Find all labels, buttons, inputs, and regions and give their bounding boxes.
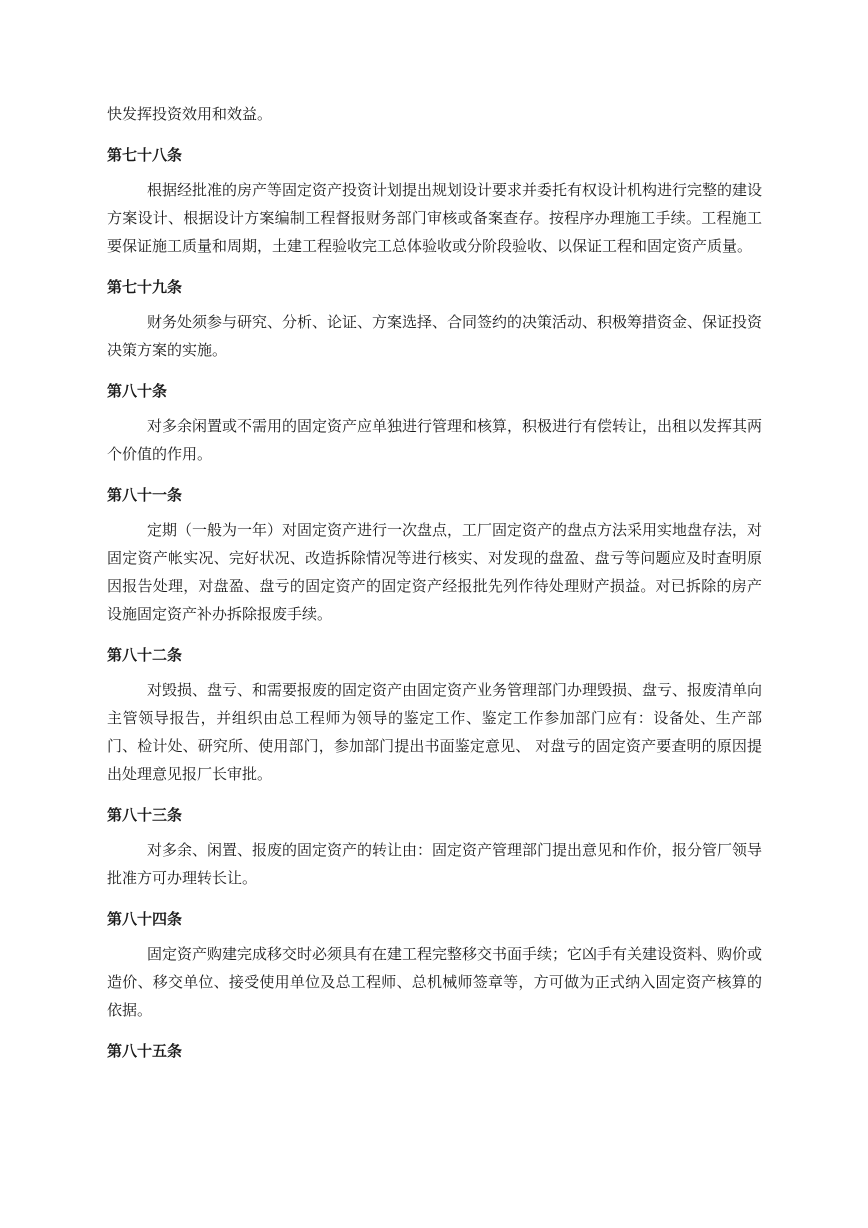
article-84 [107,908,762,1024]
article-body: 对毁损、盘亏、和需要报废的固定资产由固定资产业务管理部门办理毁损、盘亏、报废清单向主管领导报告，并组织由总工程师为领导的鉴定工作、鉴定工作参加部门应有：设备处、生产部门、检计处、研究所、使用部门，参加部门提出书面鉴定意见、 对盘亏的固定资产要查明的原因提出处理意见报厂长审批。 [107,681,763,783]
article-body: 对多余闲置或不需用的固定资产应单独进行管理和核算，积极进行有偿转让，出租以发挥其两个价值的作用。 [107,417,763,463]
article-81 [107,484,762,628]
article-body: 根据经批准的房产等固定资产投资计划提出规划设计要求并委托有权设计机构进行完整的建设方案设计、根据设计方案编制工程督报财务部门审核或备案查存。按程序办理施工手续。工程施工要保证施工质量和周期，土建工程验收完工总体验收或分阶段验收、以保证工程和固定资产质量。 [107,181,763,255]
article-heading: 第七十八条 [107,146,183,164]
article-heading: 第八十四条 [107,910,183,928]
article-heading: 第八十一条 [107,486,183,504]
article-82 [107,644,762,788]
article-heading: 第七十九条 [107,278,183,296]
article-heading: 第八十三条 [107,806,183,824]
article-body: 对多余、闲置、报废的固定资产的转让由：固定资产管理部门提出意见和作价，报分管厂领导批准方可办理转长让。 [107,841,763,887]
article-80 [107,380,762,468]
article-heading: 第八十二条 [107,646,183,664]
article-heading: 第八十五条 [107,1042,183,1060]
article-78 [107,144,762,260]
article-body: 财务处须参与研究、分析、论证、方案选择、合同签约的决策活动、积极筹措资金、保证投资决策方案的实施。 [107,313,763,359]
article-body: 定期（一般为一年）对固定资产进行一次盘点，工厂固定资产的盘点方法采用实地盘存法，对固定资产帐实况、完好状况、改造拆除情况等进行核实、对发现的盘盈、盘亏等问题应及时查明原因报告处理，对盘盈、盘亏的固定资产的固定资产经报批先列作待处理财产损益。对已拆除的房产设施固定资产补办拆除报废手续。 [107,521,763,623]
document-content [107,100,762,1072]
intro-paragraph: 快发挥投资效用和效益。 [107,105,273,123]
article-79 [107,276,762,364]
article-heading: 第八十条 [107,382,168,400]
article-85 [107,1040,762,1062]
article-83 [107,804,762,892]
article-body: 固定资产购建完成移交时必须具有在建工程完整移交书面手续；它凶手有关建设资料、购价或造价、移交单位、接受使用单位及总工程师、总机械师签章等，方可做为正式纳入固定资产核算的依据。 [107,945,763,1019]
